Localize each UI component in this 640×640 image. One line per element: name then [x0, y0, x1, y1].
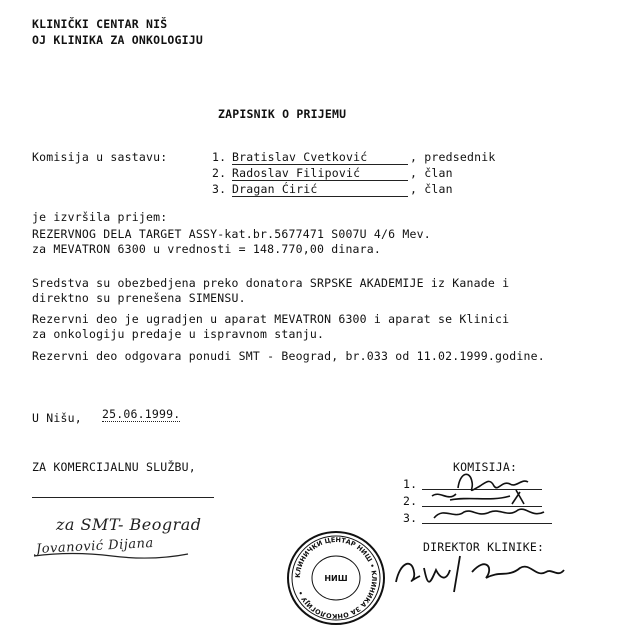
item-line-2: za MEVATRON 6300 u vrednosti = 148.770,00 dinara. — [32, 242, 382, 256]
clinic-stamp — [284, 528, 388, 628]
offer-reference: Rezervni deo odgovara ponudi SMT - Beograd, br.033 od 11.02.1999.godine. — [32, 349, 545, 363]
commission-intro: Komisija u sastavu: — [32, 150, 168, 164]
commercial-signature-line — [32, 497, 214, 498]
date-value: 25.06.1999. — [102, 407, 181, 421]
installation-line-2: za onkologiju predaje u ispravnom stanju. — [32, 327, 325, 341]
member-name-3: Dragan Ćirić — [232, 182, 408, 197]
member-name-1: Bratislav Cvetković — [232, 150, 408, 165]
commission-sign-number-3: 3. — [403, 511, 418, 525]
installation-line-1: Rezervni deo je ugradjen u aparat MEVATRON 6300 i aparat se Klinici — [32, 312, 510, 326]
funding-line-2: direktno su prenešena SIMENSU. — [32, 291, 246, 305]
commission-signatures — [420, 460, 560, 530]
commission-sign-number-1: 1. — [403, 477, 418, 491]
director-signature — [390, 548, 570, 598]
handwritten-name: Jovanović Dijana — [35, 535, 155, 558]
member-number-1: 1. — [212, 150, 227, 164]
member-number-2: 2. — [212, 166, 227, 180]
director-label: DIREKTOR KLINIKE: — [423, 540, 545, 554]
funding-line-1: Sredstva su obezbedjena preko donatora SRPSKE AKADEMIJE iz Kanade i — [32, 276, 510, 290]
receipt-intro: je izvršila prijem: — [32, 210, 168, 224]
member-number-3: 3. — [212, 182, 227, 196]
commercial-service-label: ZA KOMERCIJALNU SLUŽBU, — [32, 460, 196, 474]
member-name-2: Radoslav Filipović — [232, 166, 408, 181]
document-title: ZAPISNIK O PRIJEMU — [218, 107, 347, 121]
handwritten-underline — [32, 548, 192, 562]
member-role-1: , predsednik — [410, 150, 496, 164]
handwritten-company: za SMT- Beograd — [56, 515, 202, 534]
institution-name: KLINIČKI CENTAR NIŠ — [32, 17, 168, 31]
commission-label: KOMISIJA: — [453, 460, 518, 474]
stamp-center-text: НИШ — [324, 574, 348, 583]
item-line-1: REZERVNOG DELA TARGET ASSY-kat.br.5677471 S007U 4/6 Mev. — [32, 227, 431, 241]
date-label: U Nišu, — [32, 411, 82, 425]
member-role-2: , član — [410, 166, 453, 180]
member-role-3: , član — [410, 182, 453, 196]
department-name: OJ KLINIKA ZA ONKOLOGIJU — [32, 33, 203, 47]
commission-sign-number-2: 2. — [403, 494, 418, 508]
stamp-ring-text: КЛИНИЧКИ ЦЕНТАР НИШ • КЛИНИКА ЗА ОНКОЛОГИЈУ • — [293, 535, 379, 621]
